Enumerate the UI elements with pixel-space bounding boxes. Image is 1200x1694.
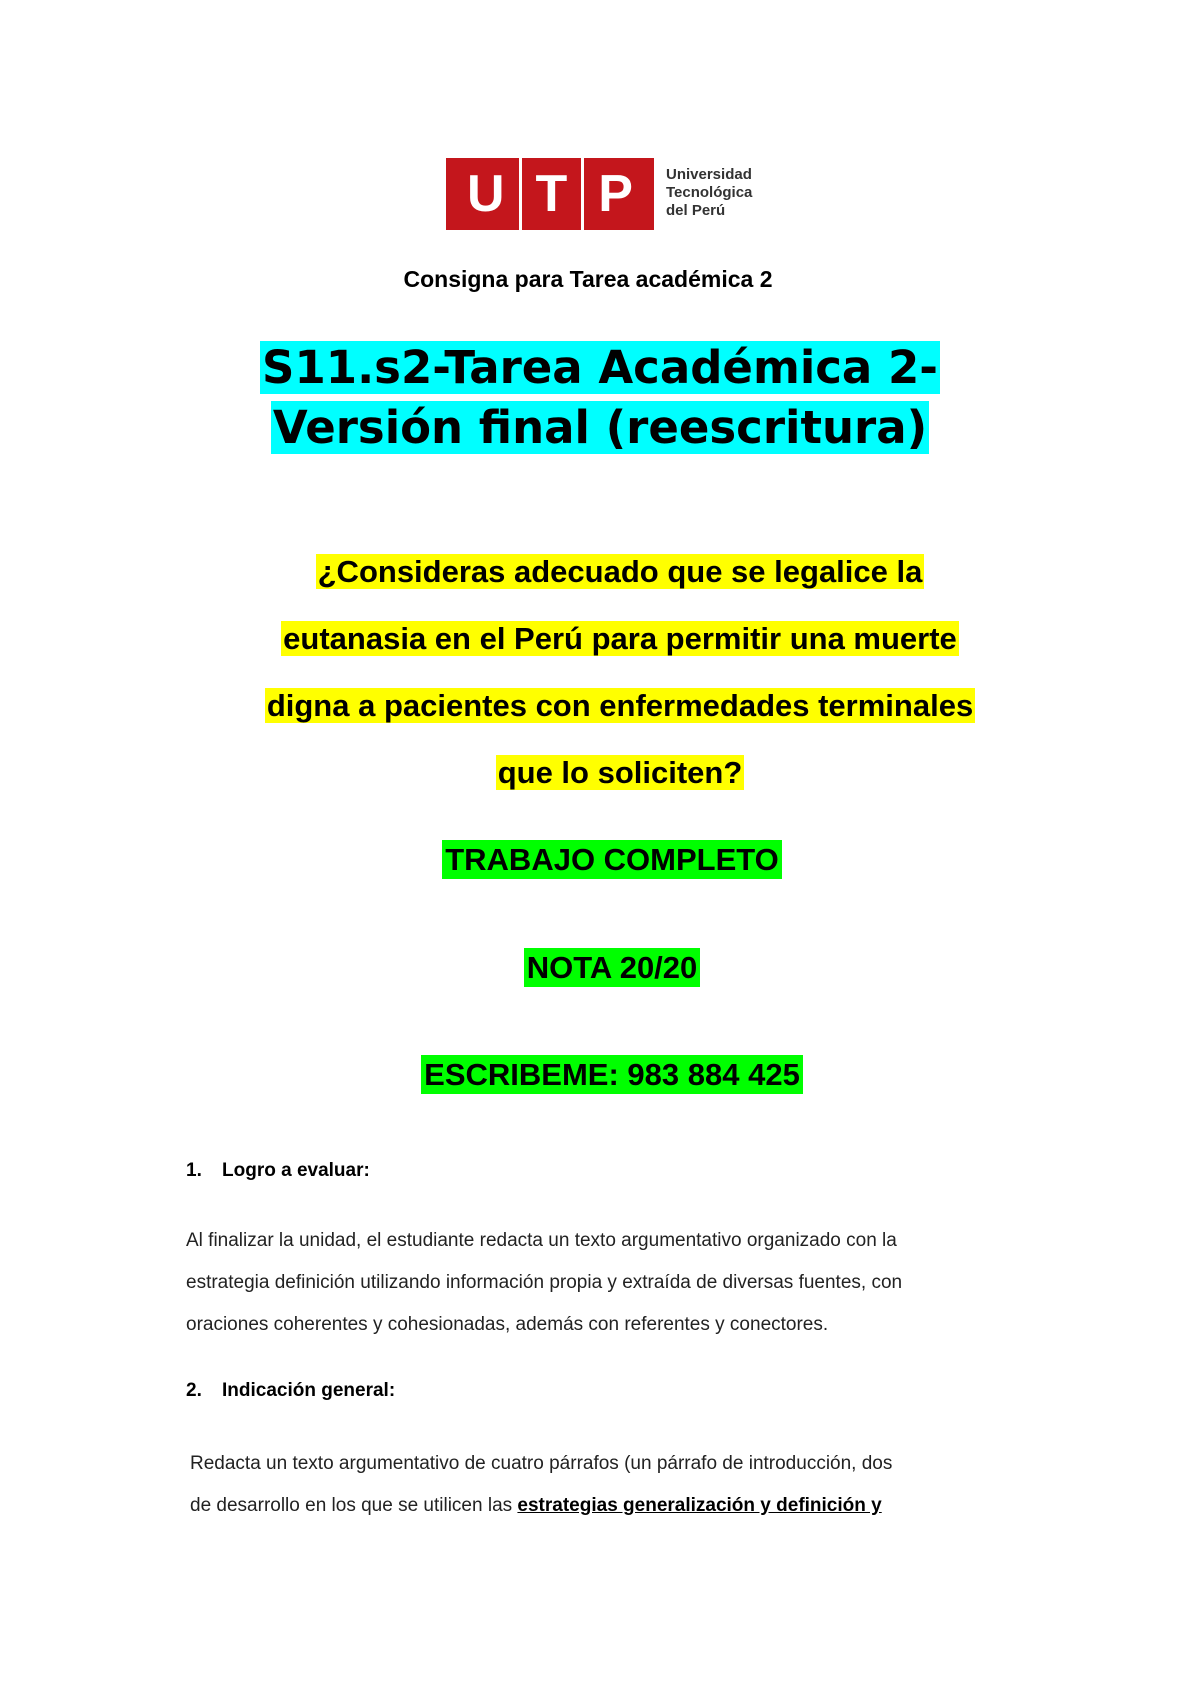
nota-label xyxy=(0,950,1200,986)
section-title: Logro a evaluar: xyxy=(222,1160,370,1181)
consigna-heading: Consigna para Tarea académica 2 xyxy=(403,266,773,292)
logo-letter-p: P xyxy=(598,165,633,223)
section-title: Indicación general: xyxy=(222,1380,396,1401)
section-2-paragraph xyxy=(190,1443,1070,1527)
section-2-heading xyxy=(186,1380,395,1402)
trabajo-completo-text: TRABAJO COMPLETO xyxy=(442,840,782,879)
paragraph-line xyxy=(190,1485,1070,1527)
logo-separator xyxy=(519,158,522,230)
contact-text: ESCRIBEME: 983 884 425 xyxy=(421,1055,803,1094)
logo-line-2: Tecnológica xyxy=(666,184,753,201)
nota-text: NOTA 20/20 xyxy=(524,948,701,987)
paragraph-line: oraciones coherentes y cohesionadas, además con referentes y conectores. xyxy=(186,1314,829,1335)
logo-letter-t: T xyxy=(535,165,568,223)
logo-wordmark xyxy=(666,166,752,220)
underlined-strategies-text: estrategias generalización y definición y xyxy=(517,1495,882,1516)
utp-logo-mark xyxy=(446,158,654,230)
contact-label xyxy=(0,1057,1200,1093)
document-title xyxy=(0,338,1200,458)
utp-logo xyxy=(446,158,766,230)
trabajo-completo-label xyxy=(0,842,1200,878)
logo-line-1: Universidad xyxy=(666,166,752,183)
logo-separator xyxy=(581,158,584,230)
section-1-paragraph xyxy=(186,1220,1066,1346)
logo-letter-u: U xyxy=(466,165,505,223)
paragraph-line: Al finalizar la unidad, el estudiante redacta un texto argumentativo organizado con la xyxy=(186,1230,897,1251)
question-line xyxy=(40,739,1200,806)
title-line-2: Versión final (reescritura) xyxy=(272,401,928,454)
section-number: 1. xyxy=(186,1160,202,1181)
question-line-text: que lo soliciten? xyxy=(497,755,743,790)
section-number: 2. xyxy=(186,1380,202,1401)
question-line-text: digna a pacientes con enfermedades terminales xyxy=(266,688,974,723)
question-line xyxy=(40,538,1200,605)
question-line xyxy=(40,672,1200,739)
research-question xyxy=(0,538,1200,806)
paragraph-line: estrategia definición utilizando información propia y extraída de diversas fuentes, con xyxy=(186,1272,903,1293)
paragraph-line: Redacta un texto argumentativo de cuatro párrafos (un párrafo de introducción, dos xyxy=(190,1453,893,1474)
question-line-text: ¿Consideras adecuado que se legalice la xyxy=(317,554,923,589)
paragraph-text: de desarrollo en los que se utilicen las xyxy=(190,1495,518,1516)
section-1-heading xyxy=(186,1160,370,1182)
logo-line-3: del Perú xyxy=(666,202,726,219)
question-line xyxy=(40,605,1200,672)
question-line-text: eutanasia en el Perú para permitir una muerte xyxy=(283,621,957,656)
title-line-1: S11.s2-Tarea Académica 2- xyxy=(262,341,938,394)
